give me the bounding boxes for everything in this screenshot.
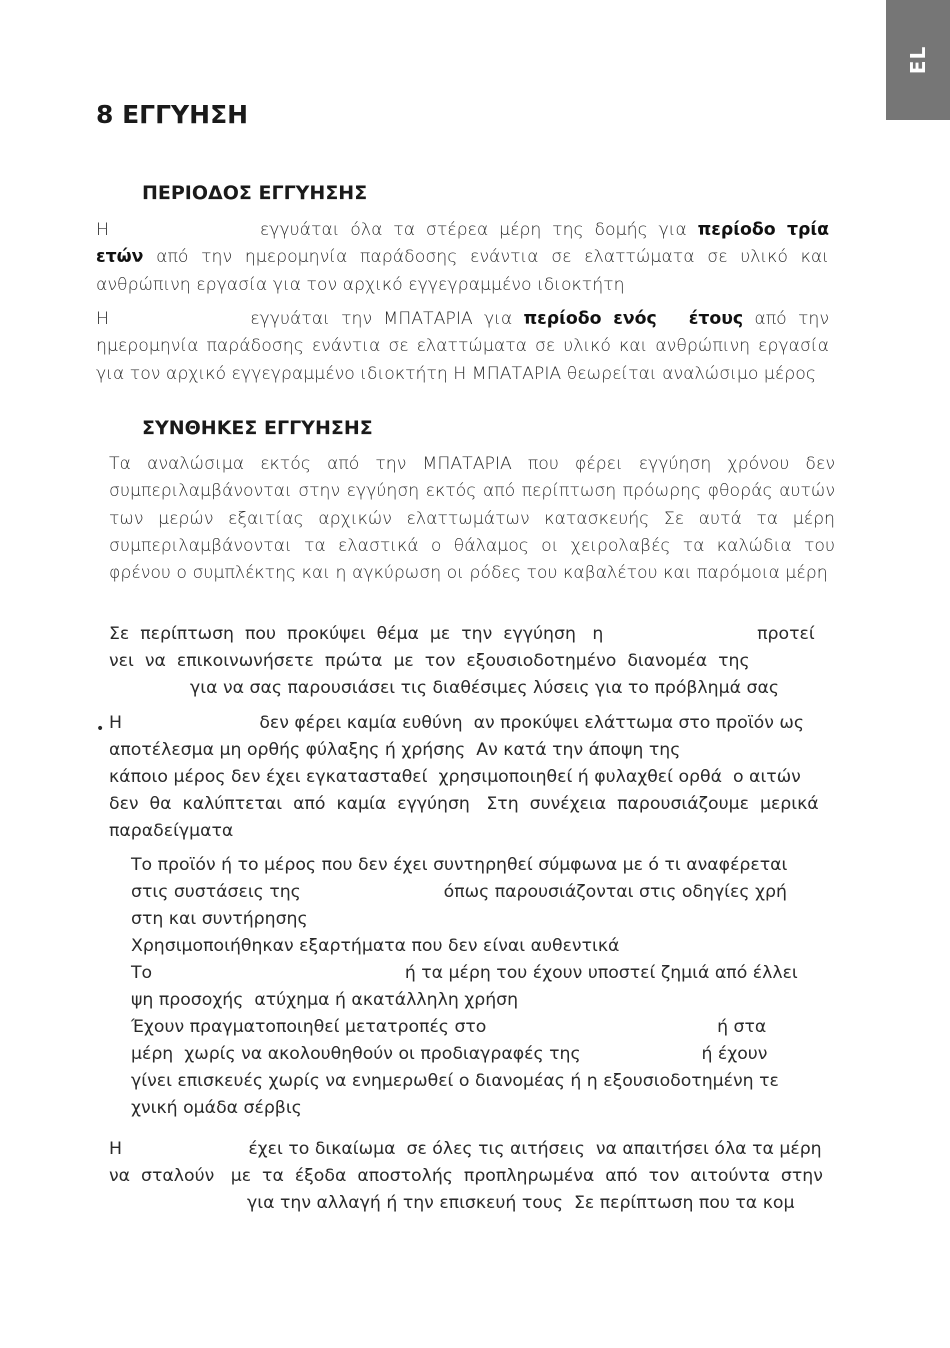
example-line-4: Χρησιμοποιήθηκαν εξαρτήματα που δεν είναι αυθεντικά (131, 936, 620, 956)
language-tab-label: EL (906, 45, 930, 75)
example-line-7: Έχουν πραγματοποιηθεί μετατροπές στο ή στα (131, 1017, 767, 1037)
section-heading-warranty-conditions: ΣΥΝΘΗΚΕΣ ΕΓΓΥΗΣΗΣ (142, 417, 373, 439)
example-line-9: γίνει επισκευές χωρίς να ενημερωθεί ο διανομέας ή η εξουσιοδοτημένη τε (131, 1071, 779, 1091)
contact-line-3: για να σας παρουσιάσει τις διαθέσιμες λύσεις για το πρόβλημά σας (190, 678, 779, 698)
contact-line-2: νει να επικοινωνήσετε πρώτα με τον εξουσιοδοτημένο διανομέα της (109, 651, 750, 671)
liability-line-3: κάποιο μέρος δεν έχει εγκατασταθεί χρησιμοποιηθεί ή φυλαχθεί ορθά ο αιτών (109, 767, 801, 787)
return-line-2: να σταλούν με τα έξοδα αποστολής προπληρωμένα από τον αιτούντα στην (109, 1166, 823, 1186)
example-line-6: ψη προσοχής ατύχημα ή ακατάλληλη χρήση (131, 990, 519, 1010)
bold-three-years: περίοδο τρία ετών (96, 220, 829, 268)
example-line-3: στη και συντήρησης (131, 909, 308, 929)
example-line-8: μέρη χωρίς να ακολουθηθούν οι προδιαγραφές της ή έχουν (131, 1044, 768, 1064)
paragraph-consumables: Τα αναλώσιμα εκτός από την ΜΠΑΤΑΡΙΑ που φέρει εγγύηση χρόνου δεν συμπεριλαμβάνονται στην εγγύηση εκτός από περίπτωση πρόωρης φθοράς αυτών των μερών εξαιτίας αρχικών ελαττωμάτων κατασκευής Σε αυτά τα μέρη συμπεριλαμβάνονται τα ελαστικά ο θάλαμος οι χειρολαβές τα καλώδια του φρένου ο συμπλέκτης και η αγκύρωση οι ρόδες του καβαλέτου και παρόμοια μέρη (109, 454, 835, 584)
bullet-dot: • (96, 721, 105, 737)
chapter-title: 8 ΕΓΓΥΗΣΗ (96, 100, 249, 129)
liability-line-5: παραδείγματα (109, 821, 234, 841)
liability-line-2: αποτέλεσμα μη ορθής φύλαξης ή χρήσης Αν κατά την άποψη της (109, 740, 681, 760)
bold-year: έτους (688, 309, 744, 329)
return-line-3: για την αλλαγή ή την επισκευή τους Σε περίπτωση που τα κομ (247, 1193, 795, 1213)
example-line-1: Το προϊόν ή το μέρος που δεν έχει συντηρηθεί σύμφωνα με ό τι αναφέρεται (131, 855, 788, 875)
section-heading-warranty-period: ΠΕΡΙΟΔΟΣ ΕΓΓΥΗΣΗΣ (142, 182, 368, 204)
contact-line-1: Σε περίπτωση που προκύψει θέμα με την εγγύηση η προτεί (109, 624, 815, 644)
liability-line-4: δεν θα καλύπτεται από καμία εγγύηση Στη συνέχεια παρουσιάζουμε μερικά (109, 794, 819, 814)
paragraph-warranty-frame: Η εγγυάται όλα τα στέρεα μέρη της δομής για περίοδο τρία ετών από την ημερομηνία παράδοσης ενάντια σε ελαττώματα σε υλικό και ανθρώπινη εργασία για τον αρχικό εγγεγραμμένο ιδιοκτήτη (96, 220, 829, 295)
language-tab (886, 0, 950, 120)
example-line-2: στις συστάσεις της όπως παρουσιάζονται στις οδηγίες χρή (131, 882, 787, 902)
paragraph-warranty-battery: Η εγγυάται την ΜΠΑΤΑΡΙΑ για περίοδο ενός έτους από την ημερομηνία παράδοσης ενάντια σε ελαττώματα σε υλικό και ανθρώπινη εργασία για τον αρχικό εγγεγραμμένο ιδιοκτήτη Η ΜΠΑΤΑΡΙΑ θεωρείται αναλώσιμο μέρος (96, 309, 829, 384)
return-line-1: Η έχει το δικαίωμα σε όλες τις αιτήσεις να απαιτήσει όλα τα μέρη (109, 1139, 822, 1159)
example-line-10: χνική ομάδα σέρβις (131, 1098, 302, 1118)
example-line-5: Το ή τα μέρη του έχουν υποστεί ζημιά από έλλει (131, 963, 798, 983)
liability-line-1: Η δεν φέρει καμία ευθύνη αν προκύψει ελάττωμα στο προϊόν ως (109, 713, 805, 733)
bold-one-period: περίοδο ενός (523, 309, 657, 329)
